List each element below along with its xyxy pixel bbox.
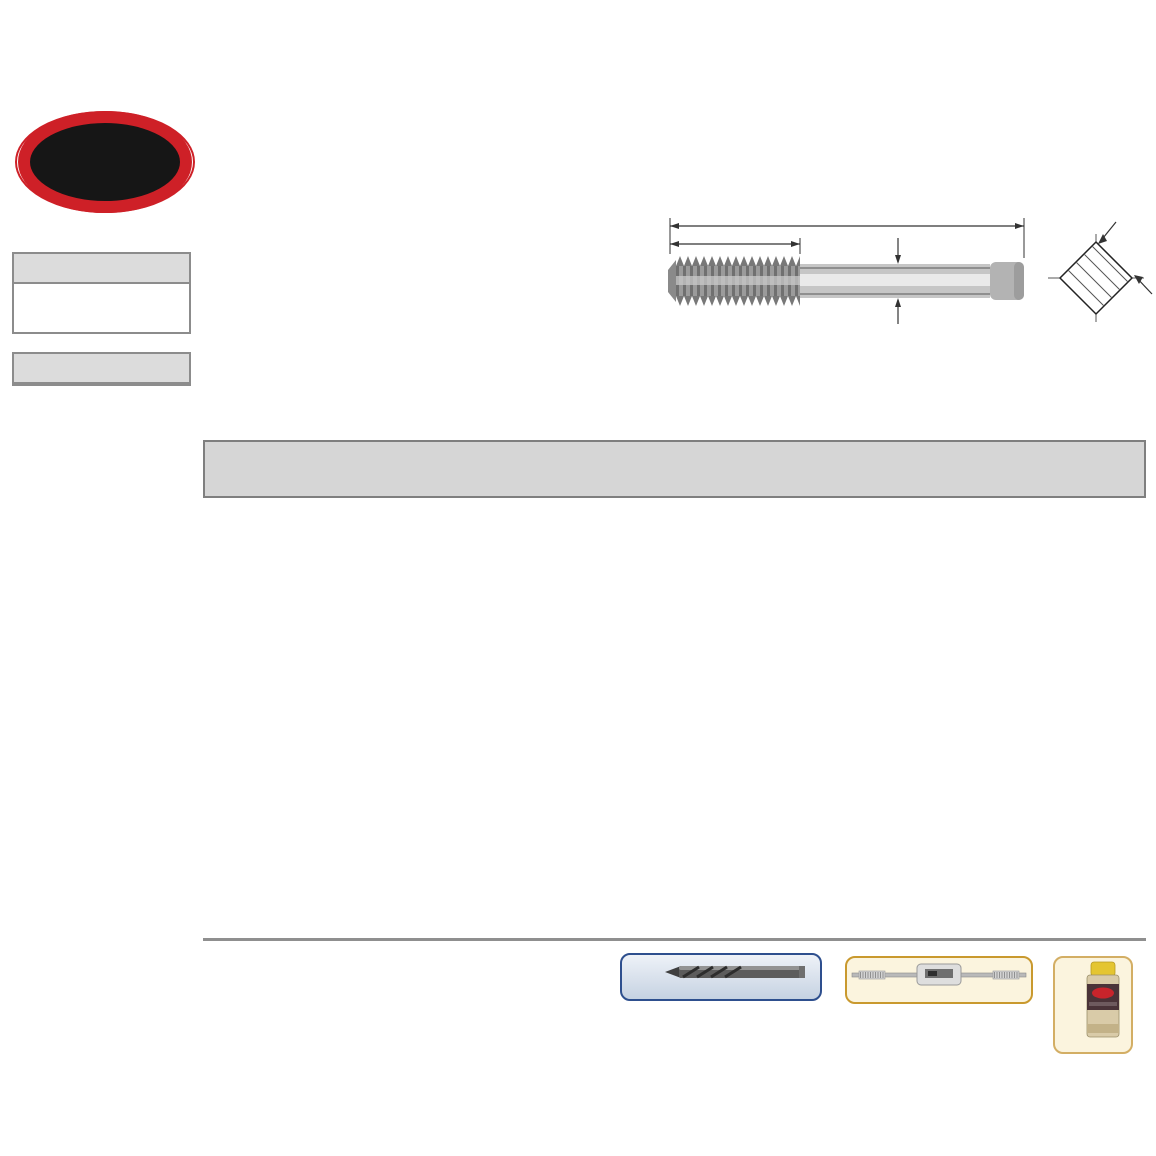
code-box-label — [14, 254, 189, 284]
lubricant-can-image — [1055, 958, 1131, 1052]
table-bottom-rule — [203, 938, 1146, 941]
related-drills-box — [620, 953, 822, 1001]
material-suitability-strip — [203, 353, 1147, 424]
tap-wrench-image — [849, 962, 1029, 988]
related-tap-wrench-box — [845, 956, 1033, 1004]
somta-logo-icon — [14, 110, 196, 214]
code-box — [12, 252, 191, 334]
footnotes — [205, 950, 635, 992]
table-header — [203, 440, 1146, 498]
properties-title — [14, 354, 189, 384]
tap-drawing-icon — [648, 196, 1156, 352]
related-lubricant-box — [1053, 956, 1133, 1054]
tap-technical-drawing — [648, 196, 1156, 357]
somta-logo — [14, 110, 196, 214]
code-box-value — [14, 284, 189, 332]
properties-panel — [12, 352, 191, 386]
drill-bits-image — [623, 959, 819, 985]
